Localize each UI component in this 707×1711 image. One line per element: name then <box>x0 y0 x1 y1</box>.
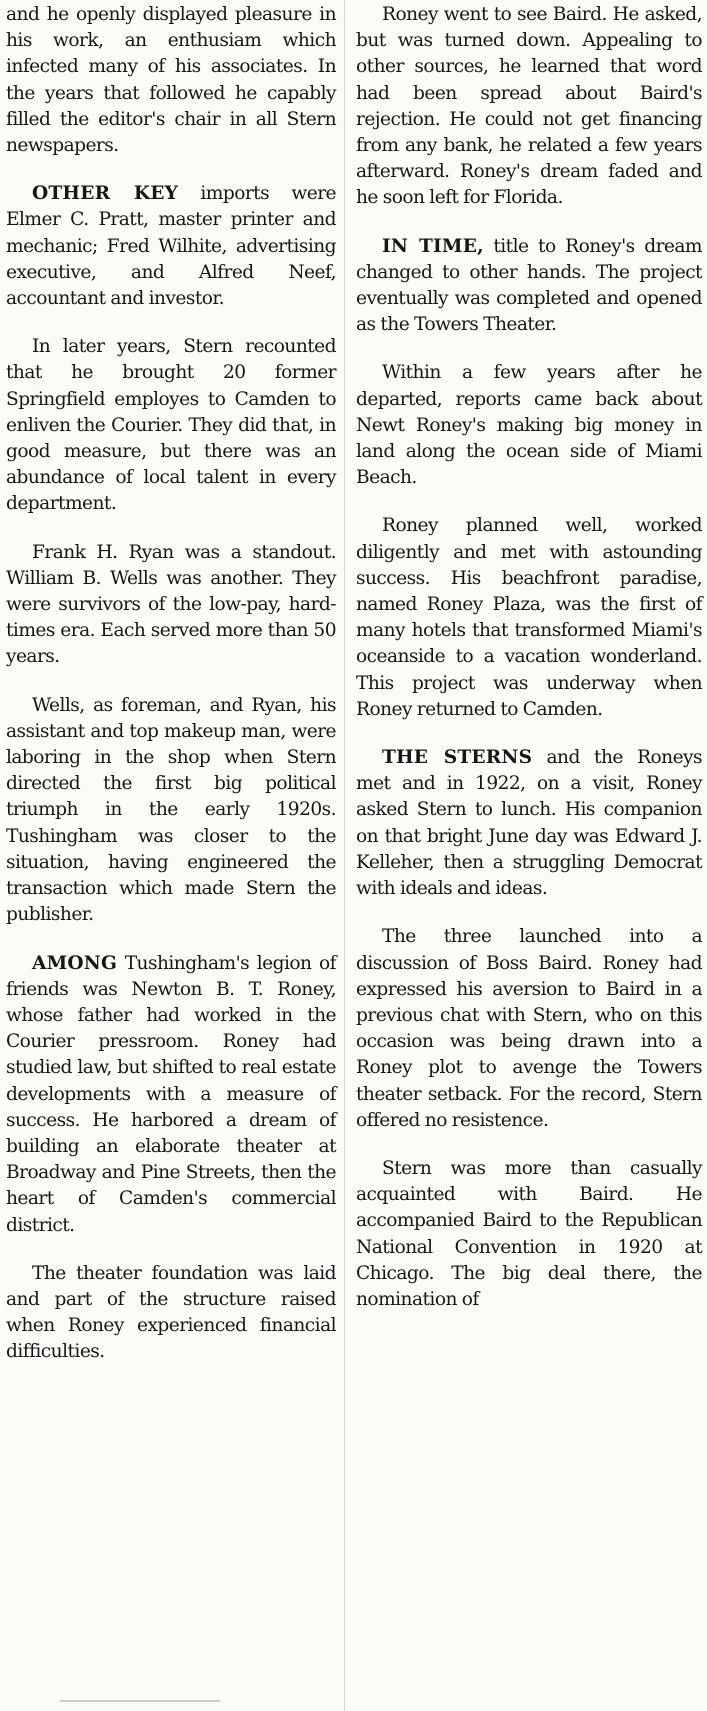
lead-in: THE STERNS <box>382 747 533 769</box>
paragraph <box>356 360 702 491</box>
paragraph-text: and he openly displayed pleasure in his work, an enthusiam which infected many of his associates. In the years that followed he capably filled the editor's chair in all Stern newspapers. <box>6 4 336 157</box>
lead-in: IN TIME, <box>382 235 484 257</box>
print-smudge <box>60 1700 220 1702</box>
paragraph <box>6 540 336 671</box>
paragraph <box>356 924 702 1134</box>
right-column <box>356 2 702 1335</box>
paragraph-text: imports were Elmer C. Pratt, master printer and mechanic; Fred Wilhite, advertising executive, and Alfred Neef, accountant and investor. <box>6 183 337 310</box>
paragraph-text: Wells, as foreman, and Ryan, his assistant and top makeup man, were laboring in the shop when Stern directed the first big political triumph in the early 1920s. Tushingham was closer to the situation, having engineered the transaction which made Stern the publisher. <box>6 694 336 926</box>
paragraph-text: Stern was more than casually acquainted with Baird. He accompanied Baird to the Republican National Convention in 1920 at Chicago. The big deal there, the nomination of <box>356 1157 702 1310</box>
paragraph-text: The theater foundation was laid and part of the structure raised when Roney experienced financial difficulties. <box>6 1262 336 1363</box>
paragraph <box>6 2 336 159</box>
paragraph-text: Tushingham's legion of friends was Newton B. T. Roney, whose father had worked in the Courier pressroom. Roney had studied law, but shifted to real estate developments with a measure of success. He harbored a dream of building an elaborate theater at Broadway and Pine Streets, then the heart of Camden's commercial district. <box>6 952 336 1236</box>
paragraph <box>6 951 336 1239</box>
paragraph <box>6 693 336 929</box>
lead-in: OTHER KEY <box>32 183 179 205</box>
lead-in: AMONG <box>32 952 118 974</box>
column-divider <box>344 0 345 1711</box>
paragraph-text: Within a few years after he departed, reports came back about Newt Roney's making big money in land along the ocean side of Miami Beach. <box>356 362 702 489</box>
paragraph-text: Roney planned well, worked diligently and met with astounding success. His beachfront paradise, named Roney Plaza, was the first of many hotels that transformed Miami's oceanside to a vacation wonderland. This project was underway when Roney returned to Camden. <box>356 515 702 720</box>
paragraph <box>6 334 336 517</box>
left-column <box>6 2 336 1388</box>
paragraph <box>356 1156 702 1313</box>
paragraph-text: The three launched into a discussion of Boss Baird. Roney had expressed his aversion to Baird in a previous chat with Stern, who on this occasion was being drawn into a Roney plot to avenge the Towers theater setback. For the record, Stern offered no resistence. <box>356 926 702 1131</box>
paragraph-text: title to Roney's dream changed to other hands. The project eventually was completed and opened as the Towers Theater. <box>356 235 703 336</box>
paragraph-text: and the Roneys met and in 1922, on a visit, Roney asked Stern to lunch. His companion on that bright June day was Edward J. Kelleher, then a struggling Democrat with ideals and ideas. <box>356 747 702 900</box>
paragraph <box>356 2 702 212</box>
paragraph <box>6 1261 336 1366</box>
paragraph <box>356 234 702 339</box>
paragraph-text: In later years, Stern recounted that he brought 20 former Springfield employes to Camden to enliven the Courier. They did that, in good measure, but there was an abundance of local talent in every department. <box>6 336 336 515</box>
paragraph <box>356 745 702 902</box>
paragraph-text: Frank H. Ryan was a standout. William B. Wells was another. They were survivors of the low-pay, hard-times era. Each served more than 50 years. <box>6 541 336 668</box>
paragraph <box>6 181 336 312</box>
paragraph-text: Roney went to see Baird. He asked, but was turned down. Appealing to other sources, he learned that word had been spread about Baird's rejection. He could not get financing from any bank, he related a few years afterward. Roney's dream faded and he soon left for Florida. <box>356 4 702 209</box>
paragraph <box>356 513 702 723</box>
